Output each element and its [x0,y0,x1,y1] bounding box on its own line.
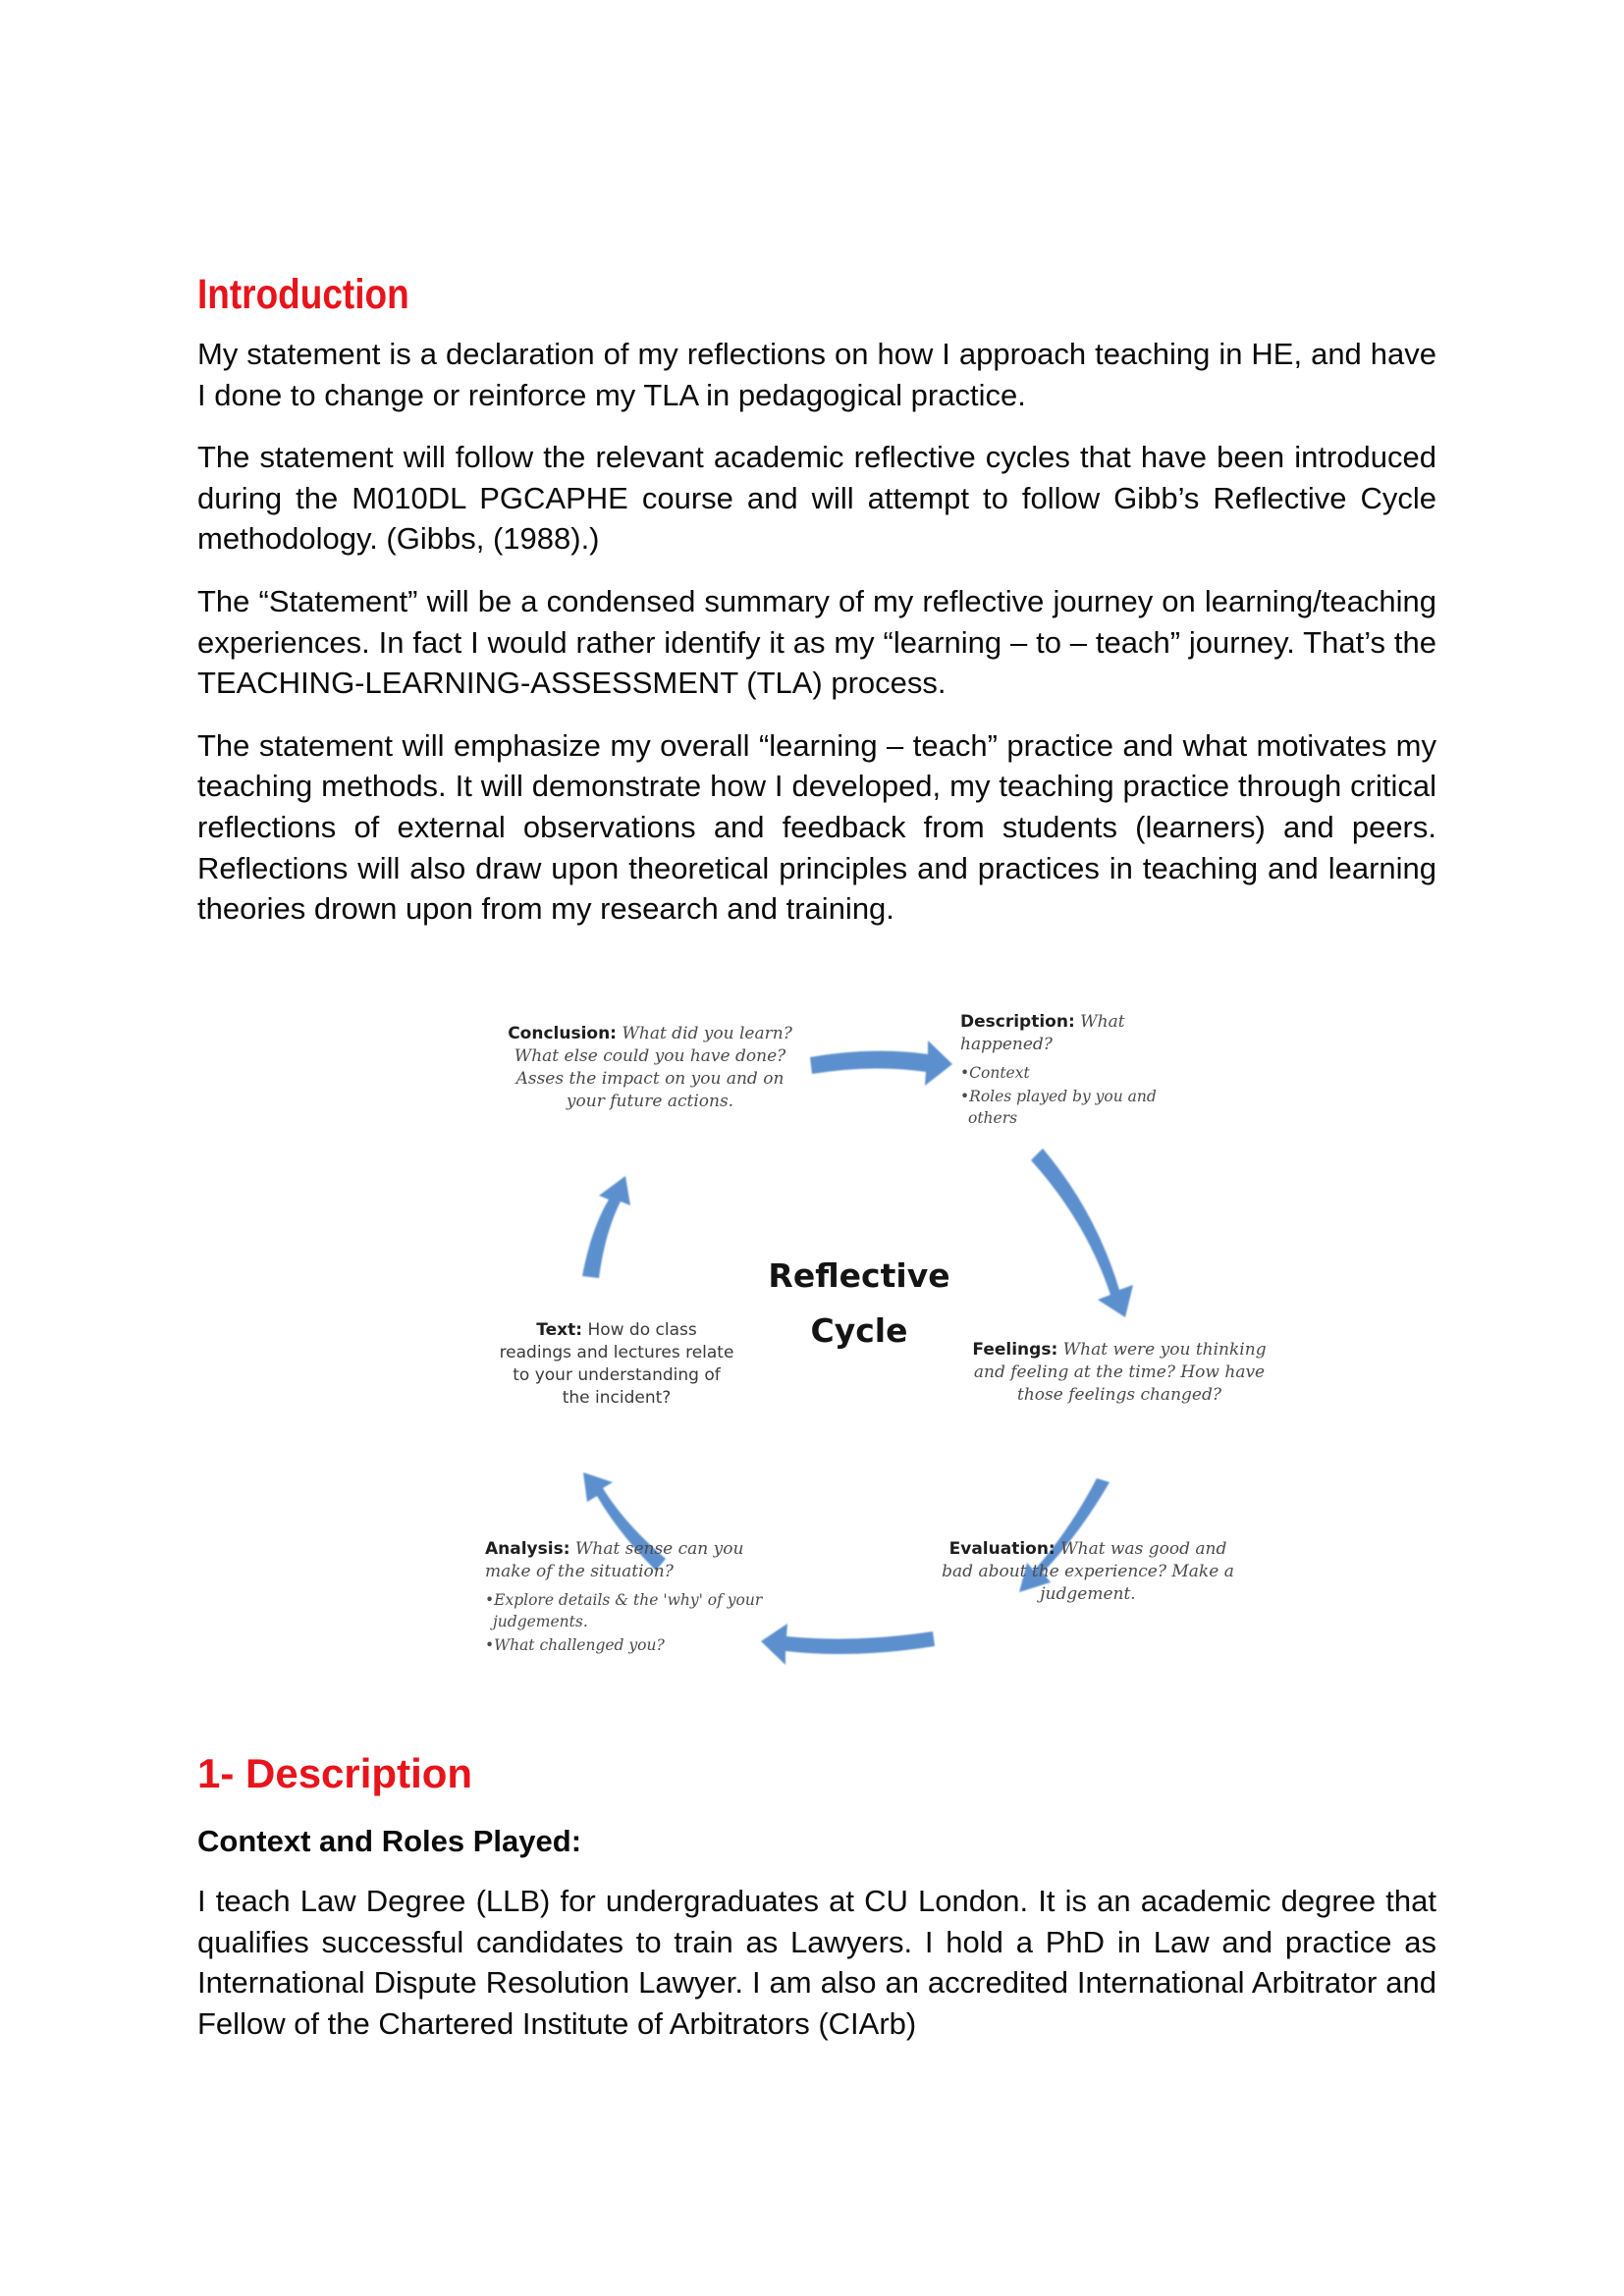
analysis-bullet-1: •Explore details & the 'why' of your judgements. [485,1591,763,1630]
intro-paragraph-4: The statement will emphasize my overall “learning – teach” practice and what motivates my teaching methods. It will demonstrate how I developed, my teaching practice through critical reflections of external observations and feedback from students (learners) and peers. Reflections will also draw upon theoretical principles and practices in teaching and learning theories drown upon from my research and training. [197,727,1436,927]
analysis-bullet-2: •What challenged you? [485,1636,665,1654]
node-text: Text: How do class readings and lectures relate to your understanding of the incident? [499,1320,734,1408]
node-description: Description: What happened? •Context •Roles played by you and others [960,1011,1196,1129]
description-heading: 1- Description [197,1750,473,1796]
description-bullet-2: •Roles played by you and others [960,1088,1157,1127]
description-section [197,1747,1436,2044]
node-feelings: Feelings: What were you thinking and feeling at the time? How have those feelings changed? [972,1340,1267,1405]
intro-paragraph-1: My statement is a declaration of my reflections on how I approach teaching in HE, and have I done to change or reinforce my TLA in pedagogical practice. [197,337,1436,412]
introduction-heading: Introduction [197,271,409,318]
description-paragraph: I teach Law Degree (LLB) for undergraduates at CU London. It is an academic degree that qualifies successful candidates to train as Lawyers. I hold a PhD in Law and practice as International Dispute Resolution Lawyer. I am also an accredited International Arbitrator and Fellow of the Chartered Institute of Arbitrators (CIArb) [197,1884,1436,2041]
node-conclusion: Conclusion: What did you learn? What else could you have done? Asses the impact on you and on your future actions. [508,1024,792,1111]
intro-paragraph-2: The statement will follow the relevant academic reflective cycles that have been introduced during the M010DL PGCAPHE course and will attempt to follow Gibb’s Reflective Cycle methodology. (Gibbs, (1988).) [197,440,1436,557]
arrow-description-to-feelings-icon [1031,1148,1133,1317]
node-analysis: Analysis: What sense can you make of the situation? •Explore details & the 'why' of your judgements. •What challenged you? [485,1538,780,1656]
arrow-evaluation-to-analysis-icon [761,1624,935,1665]
arrow-text-to-conclusion-icon [582,1176,630,1278]
reflective-cycle-diagram [481,1003,1281,1732]
cycle-title: Reflective Cycle [768,1256,950,1350]
context-subheading: Context and Roles Played: [197,1824,582,1858]
node-evaluation: Evaluation: What was good and bad about the experience? Make a judgement. [942,1539,1234,1604]
arrow-conclusion-to-description-icon [810,1041,952,1086]
introduction-section [197,267,1436,930]
description-bullet-1: •Context [960,1064,1030,1082]
intro-paragraph-3: The “Statement” will be a condensed summary of my reflective journey on learning/teaching experiences. In fact I would rather identify it as my “learning – to – teach” journey. That’s the TEACHING-LEARNING-ASSESSMENT (TLA) process. [197,583,1436,701]
